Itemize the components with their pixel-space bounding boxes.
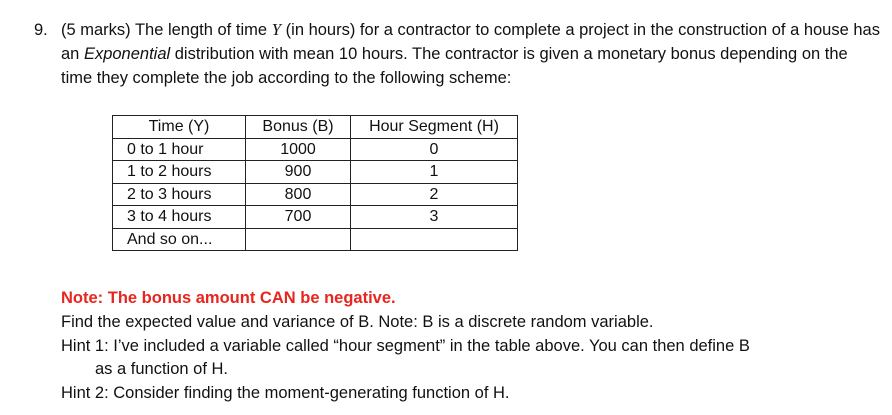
cell-bonus: 800 <box>246 183 351 206</box>
question-intro-a: (5 marks) The length of time <box>61 21 272 39</box>
hint-2: Hint 2: Consider finding the moment-generating function of H. <box>61 384 510 403</box>
table-header-row <box>113 116 518 139</box>
notes-block <box>61 287 881 406</box>
question-intro-b: (in hours) for a contractor to complete a project in the construction of a house has an <box>61 21 880 63</box>
table-row <box>113 161 518 184</box>
task-text: Find the expected value and variance of B. Note: B is a discrete random variable. <box>61 312 654 331</box>
distribution-name: Exponential <box>83 44 171 63</box>
hint-1: Hint 1: I’ve included a variable called “hour segment” in the table above. You can then define B <box>61 336 750 355</box>
question-intro-c: distribution with mean 10 hours. The contractor is given a monetary bonus depending on the time they complete the job according to the following scheme: <box>61 44 848 87</box>
variable-y: Y <box>271 20 282 39</box>
cell-bonus: 1000 <box>246 138 351 161</box>
hint-1-continued: as a function of H. <box>95 360 228 379</box>
header-bonus: Bonus (B) <box>246 116 351 139</box>
note-negative-bonus: Note: The bonus amount CAN be negative. <box>61 289 396 307</box>
table-row <box>113 138 518 161</box>
cell-hour-segment: 3 <box>351 206 518 229</box>
cell-time: And so on... <box>113 228 246 251</box>
cell-hour-segment: 0 <box>351 138 518 161</box>
cell-hour-segment <box>351 228 518 251</box>
header-hour-segment: Hour Segment (H) <box>351 116 518 139</box>
cell-bonus <box>246 228 351 251</box>
cell-time: 2 to 3 hours <box>113 183 246 206</box>
cell-time: 0 to 1 hour <box>113 138 246 161</box>
cell-hour-segment: 2 <box>351 183 518 206</box>
header-time: Time (Y) <box>113 116 246 139</box>
bonus-table <box>112 115 518 251</box>
question-text <box>61 18 881 90</box>
cell-time: 1 to 2 hours <box>113 161 246 184</box>
cell-bonus: 700 <box>246 206 351 229</box>
cell-time: 3 to 4 hours <box>113 206 246 229</box>
cell-bonus: 900 <box>246 161 351 184</box>
cell-hour-segment: 1 <box>351 161 518 184</box>
question-number: 9. <box>34 21 48 39</box>
table-row <box>113 228 518 251</box>
table-row <box>113 183 518 206</box>
table-row <box>113 206 518 229</box>
